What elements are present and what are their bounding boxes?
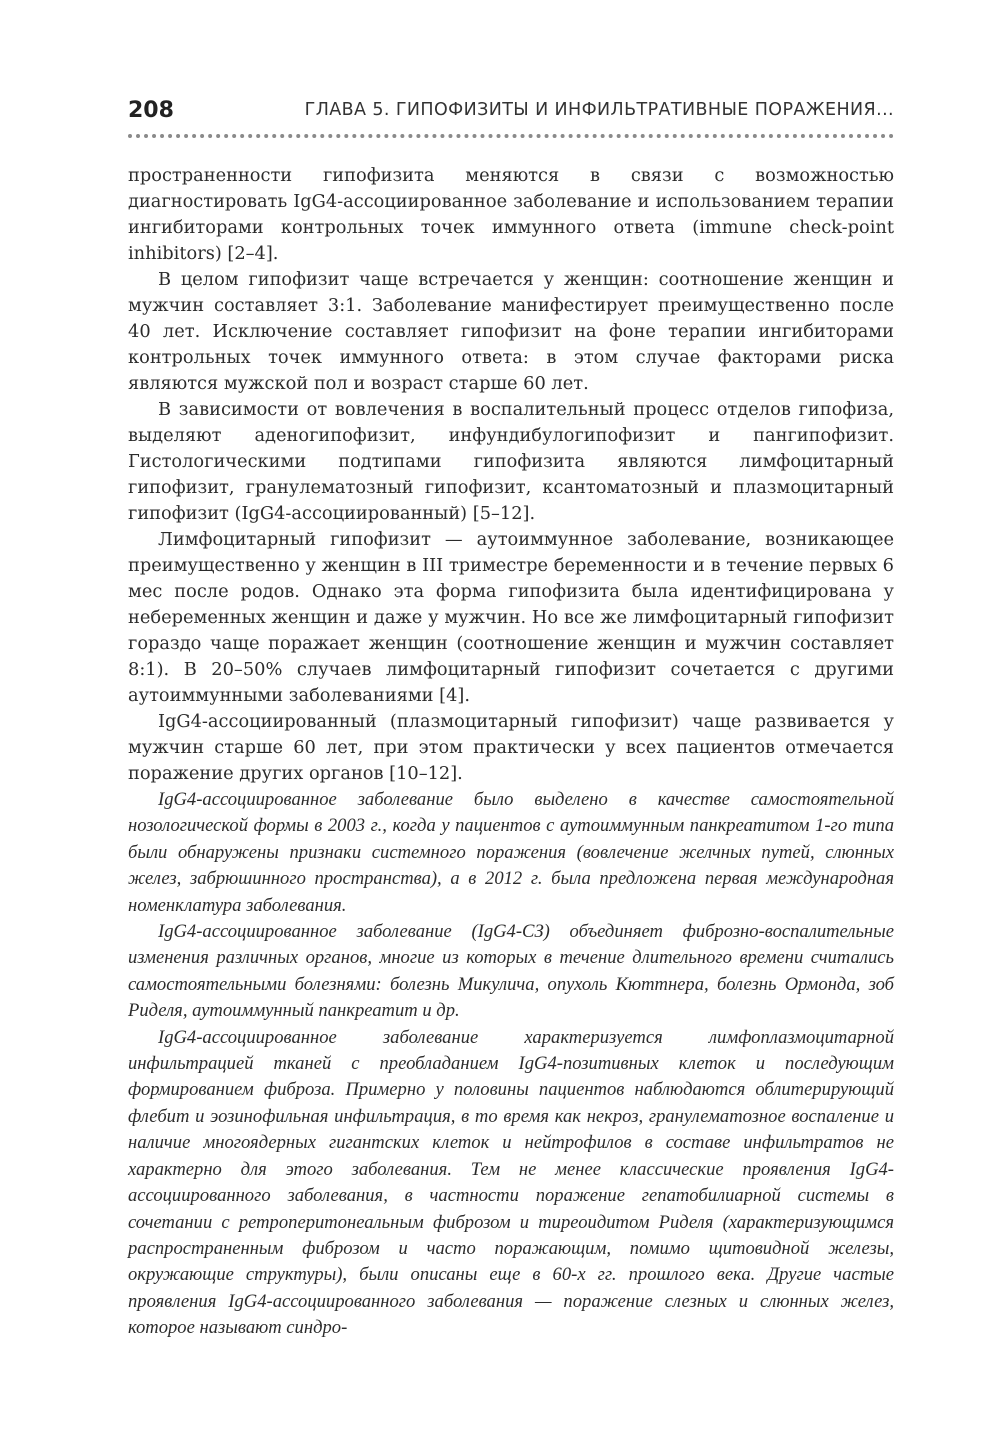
paragraph: Лимфоцитарный гипофизит — аутоиммунное заболевание, возникающее преимущественно у женщин в III триместре беременности и в течение первых 6 мес после родов. Однако эта форма гипофизита была идентифицирована у небеременных женщин и даже у мужчин. Но все же лимфоцитарный гипофизит гораздо чаще поражает женщин (соотношение женщин и мужчин составляет 8:1). В 20–50% случаев лимфоцитарный гипофизит сочетается с другими аутоиммунными заболеваниями [4]. [128,529,894,706]
italic-paragraph: IgG4-ассоциированное заболевание было выделено в качестве самостоятельной нозологической формы в 2003 г., когда у пациентов с аутоиммунным панкреатитом 1-го типа были обнаружены признаки системного поражения (вовлечение желчных путей, слюнных желез, забрюшинного пространства), а в 2012 г. была предложена первая международная номенклатура заболевания. [128,789,894,916]
paragraph: В зависимости от вовлечения в воспалительный процесс отделов гипофиза, выделяют аденогипофизит, инфундибулогипофизит и пангипофизит. Гистологическими подтипами гипофизита являются лимфоцитарный гипофизит, гранулематозный гипофизит, ксантоматозный и плазмоцитарный гипофизит (IgG4-ассоциированный) [5–12]. [128,399,894,524]
paragraph: В целом гипофизит чаще встречается у женщин: соотношение женщин и мужчин составляет 3:1. Заболевание манифестирует преимущественно после 40 лет. Исключение составляет гипофизит на фоне терапии ингибиторами контрольных точек иммунного ответа: в этом случае факторами риска являются мужской пол и возраст старше 60 лет. [128,269,894,394]
page-number: 208 [128,98,174,123]
body-text [128,163,894,1342]
italic-paragraph: IgG4-ассоциированное заболевание (IgG4-СЗ) объединяет фиброзно-воспалительные изменения различных органов, многие из которых в течение длительного времени считались самостоятельными болезнями: болезнь Микулича, опухоль Кюттнера, болезнь Ормонда, зоб Риделя, аутоиммунный панкреатит и др. [128,921,894,1022]
paragraph: IgG4-ассоциированный (плазмоцитарный гипофизит) чаще развивается у мужчин старше 60 лет, при этом практически у всех пациентов отмечается поражение других органов [10–12]. [128,711,894,784]
page-header [128,96,894,130]
italic-paragraph: IgG4-ассоциированное заболевание характеризуется лимфоплазмоцитарной инфильтрацией тканей с преобладанием IgG4-позитивных клеток и последующим формированием фиброза. Примерно у половины пациентов наблюдаются облитерирующий флебит и эозинофильная инфильтрация, в то время как некроз, гранулематозное воспаление и наличие многоядерных гигантских клеток и нейтрофилов в составе инфильтратов не характерно для этого заболевания. Тем не менее классические проявления IgG4-ассоциированного заболевания, в частности поражение гепатобилиарной системы в сочетании с ретроперитонеальным фиброзом и тиреоидитом Риделя (характеризующимся распространенным фиброзом и часто поражающим, помимо щитовидной железы, окружающие структуры), были описаны еще в 60-х гг. прошлого века. Другие частые проявления IgG4-ассоциированного заболевания — поражение слезных и слюнных желез, которое называют синдро- [128,1026,894,1339]
header-dotted-rule [128,134,894,138]
paragraph-continued: пространенности гипофизита меняются в связи с возможностью диагностировать IgG4-ассоциированное заболевание и использованием терапии ингибиторами контрольных точек иммунного ответа (immune check-point inhibitors) [2–4]. [128,165,894,264]
running-title: ГЛАВА 5. ГИПОФИЗИТЫ И ИНФИЛЬТРАТИВНЫЕ ПОРАЖЕНИЯ... [304,100,894,120]
